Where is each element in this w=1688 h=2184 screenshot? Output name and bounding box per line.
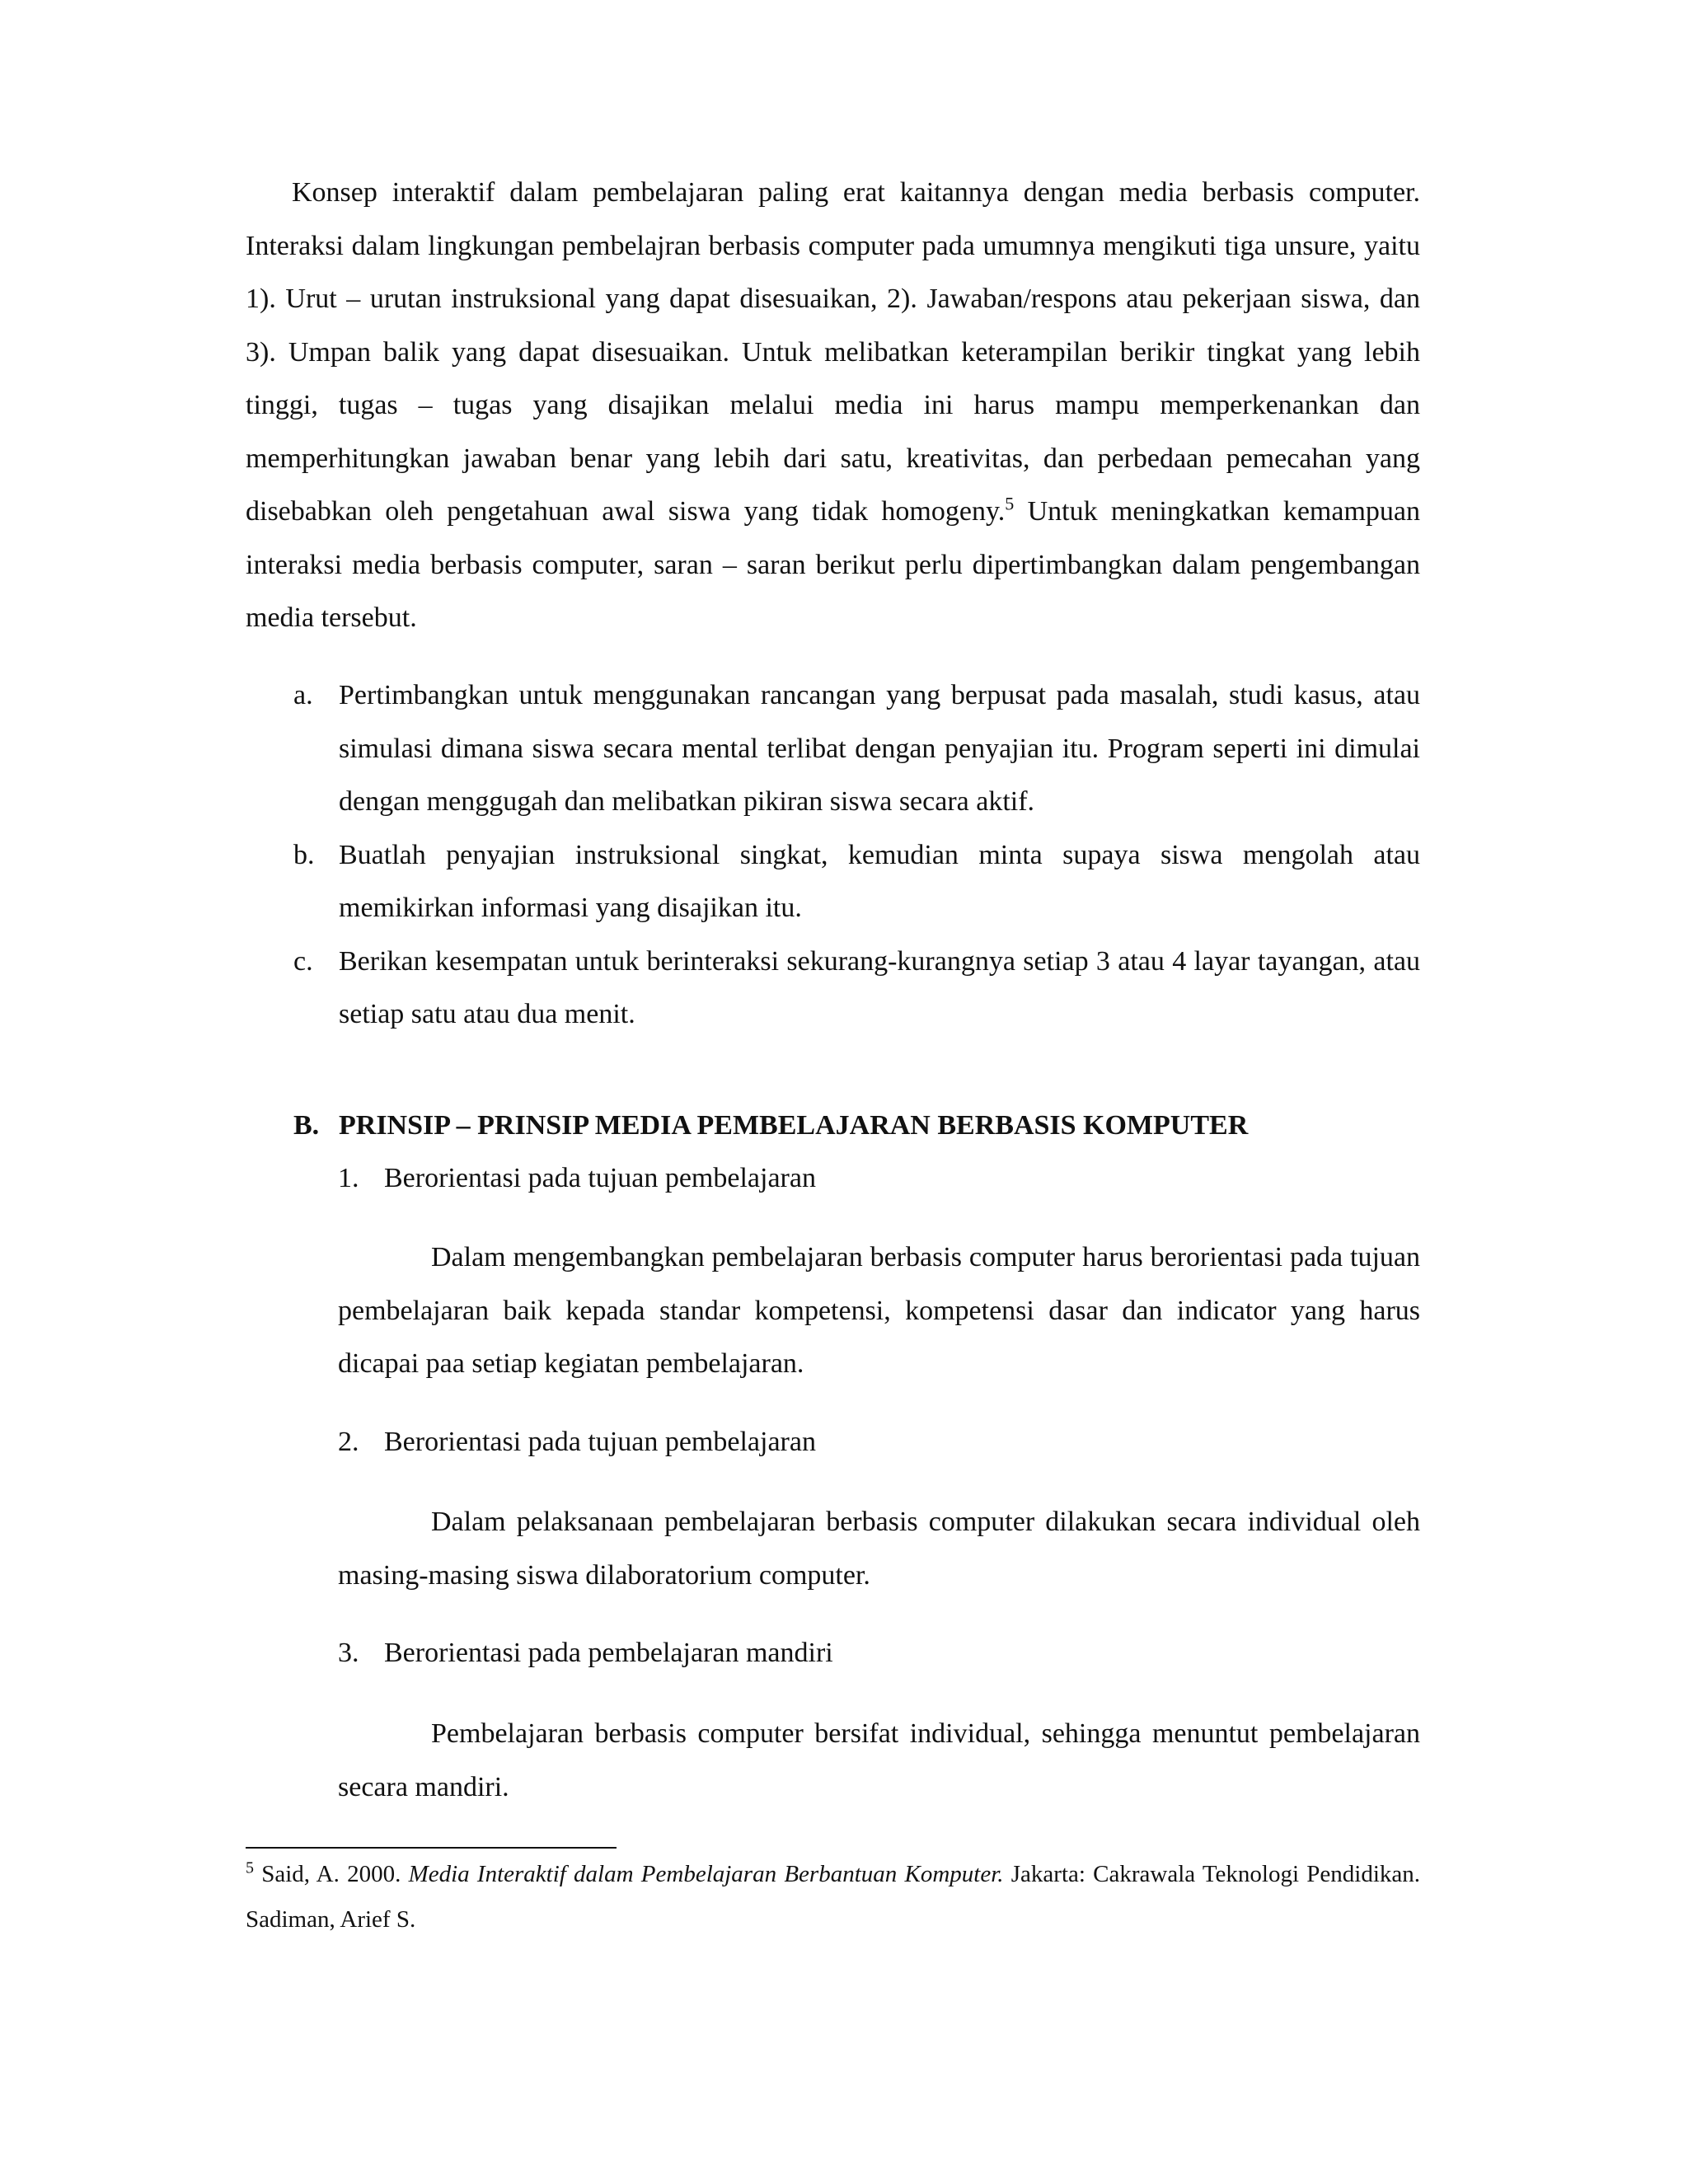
subsection-body: Dalam pelaksanaan pembelajaran berbasis computer dilakukan secara individual oleh masing-masing siswa dilaboratorium computer. <box>338 1507 1420 1591</box>
intro-text-part1: Konsep interaktif dalam pembelajaran paling erat kaitannya dengan media berbasis computer. Interaksi dalam lingkungan pembelajran berbasis computer pada umumnya mengikuti tiga unsure, yaitu 1). Urut – urutan instruksional yang dapat disesuaikan, 2). Jawaban/respons atau pekerjaan siswa, dan 3). Umpan balik yang dapat disesuaikan. Untuk melibatkan keterampilan berikir tingkat yang lebih tinggi, tugas – tugas yang disajikan melalui media ini harus mampu memperkenankan dan memperhitungkan jawaban benar yang lebih dari satu, kreativitas, dan perbedaan pemecahan yang disebabkan oleh pengetahuan awal siswa yang tidak homogeny. <box>246 177 1420 527</box>
subsection-number: 3. <box>338 1638 359 1668</box>
subsection-heading <box>338 1627 833 1680</box>
list-item-text: Pertimbangkan untuk menggunakan rancangan yang berpusat pada masalah, studi kasus, atau simulasi dimana siswa secara mental terlibat dengan penyajian itu. Program seperti ini dimulai dengan menggugah dan melibatkan pikiran siswa secara aktif. <box>339 680 1420 817</box>
list-item-text: Buatlah penyajian instruksional singkat, kemudian minta supaya siswa mengolah atau memikirkan informasi yang disajikan itu. <box>339 839 1420 923</box>
subsection-title: Berorientasi pada pembelajaran mandiri <box>384 1638 833 1668</box>
footnote-reference[interactable]: 5 <box>1005 493 1015 514</box>
footnote-separator <box>246 1847 617 1849</box>
list-item <box>246 935 1420 1042</box>
list-marker: c. <box>293 945 313 977</box>
section-heading <box>293 1099 1248 1152</box>
footnote-lead: Said, A. 2000. <box>254 1861 409 1887</box>
subsection-number: 2. <box>338 1427 359 1457</box>
subsection-title: Berorientasi pada tujuan pembelajaran <box>384 1163 816 1193</box>
section-title: PRINSIP – PRINSIP MEDIA PEMBELAJARAN BERBASIS KOMPUTER <box>339 1110 1249 1141</box>
subsection-heading <box>338 1152 816 1205</box>
list-item-text: Berikan kesempatan untuk berinteraksi sekurang-kurangnya setiap 3 atau 4 layar tayangan, atau setiap satu atau dua menit. <box>339 945 1420 1029</box>
subsection-title: Berorientasi pada tujuan pembelajaran <box>384 1427 816 1457</box>
list-item <box>246 829 1420 935</box>
suggestion-list <box>246 669 1420 1042</box>
subsection-heading <box>338 1416 816 1469</box>
list-marker: b. <box>293 839 315 870</box>
list-marker: a. <box>293 680 313 710</box>
section-letter: B. <box>293 1110 320 1141</box>
footnote-number: 5 <box>246 1858 254 1877</box>
footnote <box>246 1852 1420 1943</box>
footnote-rest: Jakarta: Cakrawala Teknologi Pendidikan. Sadiman, Arief S. <box>246 1861 1421 1933</box>
intro-paragraph <box>246 166 1420 645</box>
subsection-body: Dalam mengembangkan pembelajaran berbasis computer harus berorientasi pada tujuan pembelajaran baik kepada standar kompetensi, kompetensi dasar dan indicator yang harus dicapai paa setiap kegiatan pembelajaran. <box>338 1242 1420 1379</box>
footnote-book-title: Media Interaktif dalam Pembelajaran Berbantuan Komputer. <box>408 1861 1004 1887</box>
list-item <box>246 669 1420 829</box>
subsection-number: 1. <box>338 1163 359 1193</box>
intro-text-part2: Untuk meningkatkan kemampuan interaksi media berbasis computer, saran – saran berikut perlu dipertimbangkan dalam pengembangan media tersebut. <box>246 496 1420 633</box>
subsection-body: Pembelajaran berbasis computer bersifat individual, sehingga menuntut pembelajaran secara mandiri. <box>338 1718 1420 1802</box>
